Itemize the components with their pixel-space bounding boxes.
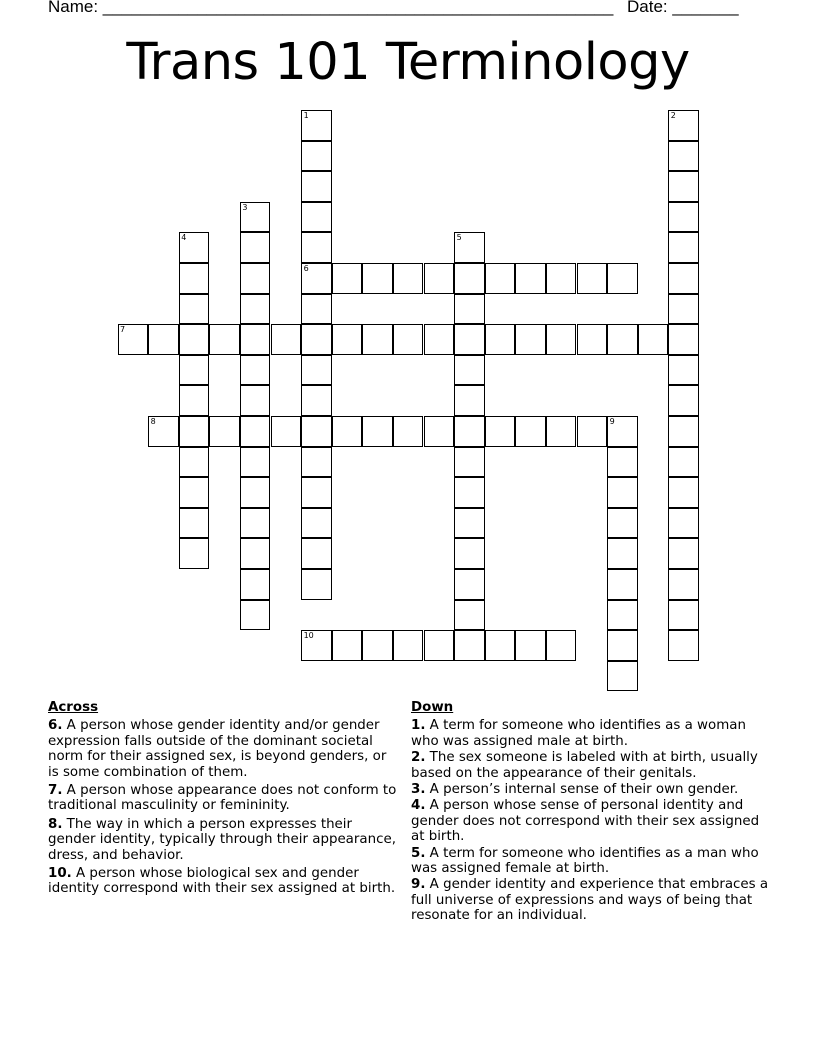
grid-cell[interactable] bbox=[485, 630, 516, 661]
grid-cell[interactable] bbox=[301, 232, 332, 263]
grid-cell[interactable] bbox=[607, 600, 638, 631]
grid-cell[interactable] bbox=[179, 477, 210, 508]
grid-cell[interactable] bbox=[668, 600, 699, 631]
clue-number: 5 bbox=[456, 233, 462, 243]
across-heading: Across bbox=[48, 700, 99, 715]
grid-cell[interactable] bbox=[546, 324, 577, 355]
clue-text: A term for someone who identifies as a woman who was assigned male at birth. bbox=[411, 718, 746, 749]
grid-cell[interactable] bbox=[362, 416, 393, 447]
grid-cell[interactable] bbox=[577, 416, 608, 447]
grid-cell[interactable] bbox=[301, 508, 332, 539]
grid-cell[interactable] bbox=[668, 294, 699, 325]
grid-cell[interactable] bbox=[668, 508, 699, 539]
grid-cell[interactable] bbox=[607, 477, 638, 508]
grid-cell[interactable] bbox=[240, 508, 271, 539]
grid-cell[interactable] bbox=[607, 538, 638, 569]
grid-cell[interactable] bbox=[148, 416, 179, 447]
grid-cell[interactable] bbox=[454, 232, 485, 263]
grid-cell[interactable] bbox=[240, 569, 271, 600]
grid-cell[interactable] bbox=[668, 324, 699, 355]
grid-cell[interactable] bbox=[362, 324, 393, 355]
clue-text: A term for someone who identifies as a man who was assigned female at birth. bbox=[411, 845, 759, 877]
grid-cell[interactable] bbox=[454, 385, 485, 416]
grid-cell[interactable] bbox=[301, 324, 332, 355]
clue-number: 7 bbox=[120, 325, 126, 335]
grid-cell[interactable] bbox=[271, 324, 302, 355]
grid-cell[interactable] bbox=[607, 569, 638, 600]
across-clues bbox=[48, 700, 398, 900]
grid-cell[interactable] bbox=[179, 447, 210, 478]
grid-cell[interactable] bbox=[546, 416, 577, 447]
grid-cell[interactable] bbox=[118, 324, 149, 355]
grid-cell[interactable] bbox=[607, 661, 638, 692]
grid-cell[interactable] bbox=[668, 110, 699, 141]
grid-cell[interactable] bbox=[301, 538, 332, 569]
grid-cell[interactable] bbox=[607, 447, 638, 478]
clue-number: 2 bbox=[670, 111, 676, 120]
grid-cell[interactable] bbox=[301, 110, 332, 141]
grid-cell[interactable] bbox=[424, 630, 455, 661]
grid-cell[interactable] bbox=[454, 447, 485, 478]
grid-cell[interactable] bbox=[271, 416, 302, 447]
grid-cell[interactable] bbox=[301, 355, 332, 386]
grid-cell[interactable] bbox=[454, 630, 485, 661]
clue-number-label: 2. bbox=[411, 750, 426, 766]
grid-cell[interactable] bbox=[179, 416, 210, 447]
grid-cell[interactable] bbox=[209, 324, 240, 355]
grid-cell[interactable] bbox=[148, 324, 179, 355]
clue-number: 1 bbox=[303, 111, 309, 120]
clue-number-label: 9. bbox=[411, 877, 426, 893]
grid-cell[interactable] bbox=[668, 355, 699, 386]
across-clue bbox=[48, 783, 398, 814]
across-clue bbox=[48, 866, 398, 897]
grid-cell[interactable] bbox=[485, 263, 516, 294]
grid-cell[interactable] bbox=[209, 416, 240, 447]
grid-cell[interactable] bbox=[179, 385, 210, 416]
grid-cell[interactable] bbox=[301, 294, 332, 325]
grid-cell[interactable] bbox=[668, 538, 699, 569]
grid-cell[interactable] bbox=[454, 324, 485, 355]
down-heading: Down bbox=[411, 700, 454, 715]
grid-cell[interactable] bbox=[454, 569, 485, 600]
clue-number: 3 bbox=[242, 202, 248, 212]
clue-number: 8 bbox=[150, 417, 156, 426]
grid-cell[interactable] bbox=[577, 263, 608, 294]
grid-cell[interactable] bbox=[638, 324, 669, 355]
grid-cell[interactable] bbox=[668, 385, 699, 416]
page-title: Trans 101 Terminology bbox=[126, 33, 690, 92]
grid-cell[interactable] bbox=[301, 202, 332, 233]
grid-cell[interactable] bbox=[607, 630, 638, 661]
grid-cell[interactable] bbox=[607, 324, 638, 355]
grid-cell[interactable] bbox=[179, 538, 210, 569]
clue-text: A person whose gender identity and/or gender expression falls outside of the dominant societal norm for their assigned sex, is beyond genders, or is some combination of them. bbox=[48, 718, 387, 780]
down-clues bbox=[411, 700, 771, 925]
grid-cell[interactable] bbox=[424, 416, 455, 447]
grid-cell[interactable] bbox=[454, 538, 485, 569]
grid-cell[interactable] bbox=[393, 630, 424, 661]
clue-number-label: 1. bbox=[411, 718, 426, 734]
grid-cell[interactable] bbox=[454, 416, 485, 447]
clue-number-label: 3. bbox=[411, 782, 426, 798]
down-clue bbox=[411, 750, 771, 781]
clue-text: The way in which a person expresses their gender identity, typically through their appearance, dress, and behavior. bbox=[48, 816, 396, 863]
grid-cell[interactable] bbox=[668, 171, 699, 202]
grid-cell[interactable] bbox=[454, 294, 485, 325]
grid-cell[interactable] bbox=[546, 630, 577, 661]
grid-cell[interactable] bbox=[301, 569, 332, 600]
grid-cell[interactable] bbox=[668, 202, 699, 233]
grid-cell[interactable] bbox=[515, 324, 546, 355]
name-field-label: Name: ______________________________________________________ bbox=[48, 0, 614, 16]
grid-cell[interactable] bbox=[668, 630, 699, 661]
grid-cell[interactable] bbox=[668, 141, 699, 172]
grid-cell[interactable] bbox=[332, 416, 363, 447]
grid-cell[interactable] bbox=[454, 477, 485, 508]
grid-cell[interactable] bbox=[179, 294, 210, 325]
grid-cell[interactable] bbox=[240, 477, 271, 508]
grid-cell[interactable] bbox=[332, 630, 363, 661]
down-clue bbox=[411, 877, 771, 923]
grid-cell[interactable] bbox=[607, 416, 638, 447]
clue-text: A person’s internal sense of their own gender. bbox=[429, 782, 739, 798]
grid-cell[interactable] bbox=[301, 630, 332, 661]
across-clue bbox=[48, 817, 398, 863]
grid-cell[interactable] bbox=[393, 416, 424, 447]
grid-cell[interactable] bbox=[546, 263, 577, 294]
grid-cell[interactable] bbox=[240, 385, 271, 416]
grid-cell[interactable] bbox=[668, 416, 699, 447]
down-clue-list bbox=[411, 718, 771, 923]
across-clue bbox=[48, 718, 398, 780]
grid-cell[interactable] bbox=[515, 263, 546, 294]
grid-cell[interactable] bbox=[301, 171, 332, 202]
clue-text: A person whose sense of personal identity and gender does not correspond with their sex assigned at birth. bbox=[411, 798, 760, 845]
grid-cell[interactable] bbox=[240, 355, 271, 386]
grid-cell[interactable] bbox=[424, 324, 455, 355]
clue-number-label: 6. bbox=[48, 718, 63, 734]
grid-cell[interactable] bbox=[179, 324, 210, 355]
clue-text: A gender identity and experience that embraces a full universe of expressions and ways of being that resonate for an individual. bbox=[411, 877, 769, 924]
grid-cell[interactable] bbox=[179, 263, 210, 294]
grid-cell[interactable] bbox=[607, 263, 638, 294]
grid-cell[interactable] bbox=[240, 294, 271, 325]
grid-cell[interactable] bbox=[240, 324, 271, 355]
grid-cell[interactable] bbox=[240, 600, 271, 631]
grid-cell[interactable] bbox=[424, 263, 455, 294]
grid-cell[interactable] bbox=[240, 202, 271, 233]
grid-cell[interactable] bbox=[301, 447, 332, 478]
grid-cell[interactable] bbox=[668, 232, 699, 263]
clue-number: 6 bbox=[303, 264, 309, 273]
grid-cell[interactable] bbox=[454, 508, 485, 539]
grid-cell[interactable] bbox=[301, 385, 332, 416]
grid-cell[interactable] bbox=[301, 263, 332, 294]
grid-cell[interactable] bbox=[668, 447, 699, 478]
clue-number-label: 8. bbox=[48, 816, 63, 832]
grid-cell[interactable] bbox=[240, 447, 271, 478]
grid-cell[interactable] bbox=[179, 355, 210, 386]
grid-cell[interactable] bbox=[515, 630, 546, 661]
down-clue bbox=[411, 798, 771, 844]
grid-cell[interactable] bbox=[332, 263, 363, 294]
grid-cell[interactable] bbox=[301, 141, 332, 172]
grid-cell[interactable] bbox=[668, 569, 699, 600]
grid-cell[interactable] bbox=[179, 508, 210, 539]
date-field-label: Date: _______ bbox=[627, 0, 739, 16]
clue-number-label: 5. bbox=[411, 845, 426, 861]
grid-cell[interactable] bbox=[332, 324, 363, 355]
grid-cell[interactable] bbox=[668, 263, 699, 294]
grid-cell[interactable] bbox=[454, 263, 485, 294]
down-clue bbox=[411, 846, 771, 877]
down-clue bbox=[411, 782, 771, 797]
grid-cell[interactable] bbox=[515, 416, 546, 447]
across-clue-list bbox=[48, 718, 398, 896]
clue-number-label: 10. bbox=[48, 866, 72, 882]
grid-cell[interactable] bbox=[485, 416, 516, 447]
clue-text: The sex someone is labeled with at birth, usually based on the appearance of their genitals. bbox=[411, 750, 758, 781]
grid-cell[interactable] bbox=[301, 416, 332, 447]
clue-text: A person whose appearance does not conform to traditional masculinity or femininity. bbox=[48, 783, 397, 814]
clue-number-label: 4. bbox=[411, 798, 426, 814]
grid-cell[interactable] bbox=[240, 263, 271, 294]
clue-number: 4 bbox=[181, 233, 187, 243]
grid-cell[interactable] bbox=[362, 630, 393, 661]
grid-cell[interactable] bbox=[485, 324, 516, 355]
grid-cell[interactable] bbox=[301, 477, 332, 508]
grid-cell[interactable] bbox=[179, 232, 210, 263]
grid-cell[interactable] bbox=[362, 263, 393, 294]
grid-cell[interactable] bbox=[454, 355, 485, 386]
grid-cell[interactable] bbox=[577, 324, 608, 355]
clue-number-label: 7. bbox=[48, 783, 63, 799]
down-clue bbox=[411, 718, 771, 749]
grid-cell[interactable] bbox=[393, 263, 424, 294]
clue-number: 10 bbox=[303, 631, 314, 641]
grid-cell[interactable] bbox=[240, 416, 271, 447]
clue-number: 9 bbox=[609, 417, 615, 426]
grid-cell[interactable] bbox=[668, 477, 699, 508]
grid-cell[interactable] bbox=[393, 324, 424, 355]
grid-cell[interactable] bbox=[240, 232, 271, 263]
grid-cell[interactable] bbox=[607, 508, 638, 539]
grid-cell[interactable] bbox=[454, 600, 485, 631]
grid-cell[interactable] bbox=[240, 538, 271, 569]
clue-text: A person whose biological sex and gender identity correspond with their sex assigned at birth. bbox=[48, 866, 396, 897]
